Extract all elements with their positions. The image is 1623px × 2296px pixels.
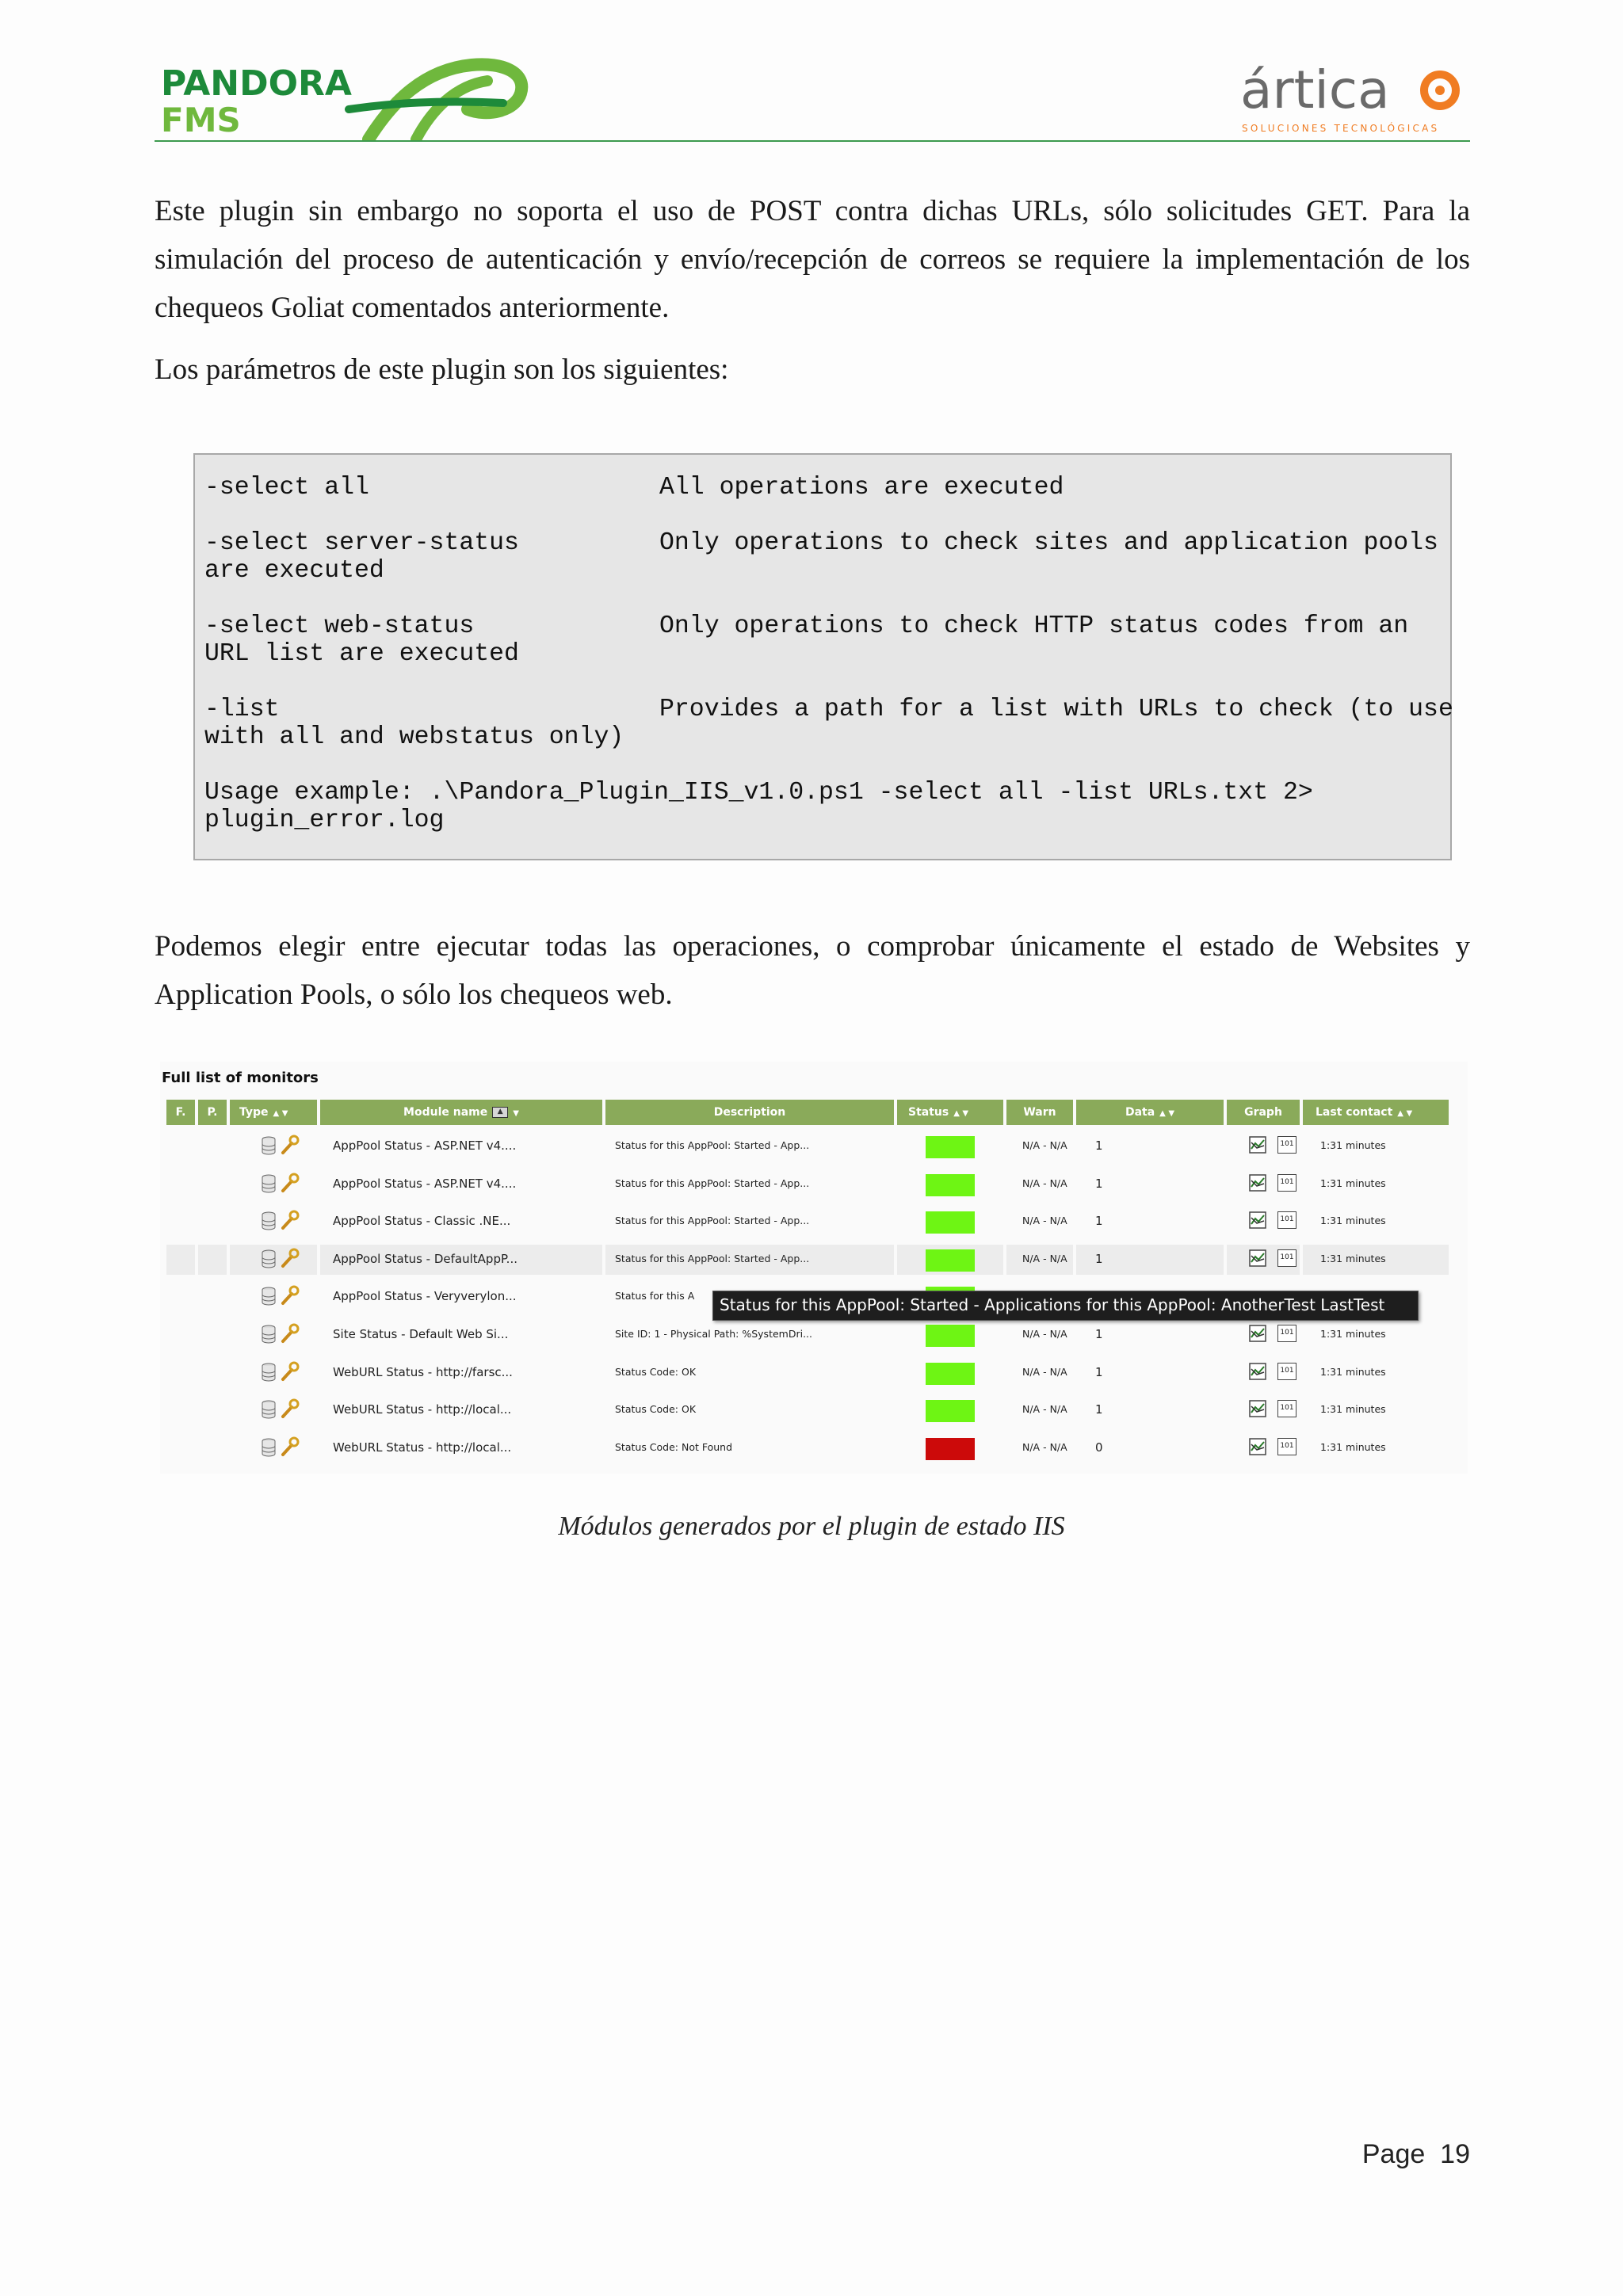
code-continuation: URL list are executed <box>204 640 519 668</box>
col-module-name[interactable]: Module name ▲ ▼ <box>320 1100 602 1125</box>
code-flag: -list <box>204 696 280 723</box>
code-description: Provides a path for a list with URLs to check (to use <box>659 696 1453 723</box>
logo-artica-word: ártica <box>1240 59 1390 120</box>
last-contact: 1:31 minutes <box>1320 1328 1386 1340</box>
code-flag: -select web-status <box>204 612 475 640</box>
last-contact: 1:31 minutes <box>1320 1177 1386 1189</box>
wrench-icon[interactable] <box>281 1135 300 1155</box>
raw-data-icon[interactable]: 101 <box>1277 1400 1296 1417</box>
wrench-icon[interactable] <box>281 1285 300 1306</box>
monitors-screenshot <box>160 1062 1468 1474</box>
database-icon <box>262 1136 276 1155</box>
module-description: Status for this AppPool: Started - App... <box>615 1252 810 1264</box>
wrench-icon[interactable] <box>281 1361 300 1382</box>
database-icon <box>262 1211 276 1230</box>
module-name[interactable]: AppPool Status - DefaultAppP... <box>333 1251 517 1266</box>
module-name[interactable]: Site Status - Default Web Si... <box>333 1327 509 1341</box>
body-paragraph-2: Los parámetros de este plugin son los siguientes: <box>155 353 729 386</box>
database-icon <box>262 1249 276 1268</box>
page-number-value: 19 <box>1440 2139 1470 2169</box>
data-value: 1 <box>1095 1251 1103 1266</box>
raw-data-icon[interactable]: 101 <box>1277 1174 1296 1192</box>
raw-data-icon[interactable]: 101 <box>1277 1136 1296 1154</box>
database-icon <box>262 1287 276 1306</box>
sort-arrows-icon: ▲ ▼ <box>953 1109 969 1118</box>
table-row[interactable] <box>166 1128 1466 1163</box>
col-last-contact[interactable]: Last contact ▲ ▼ <box>1303 1100 1449 1125</box>
code-flag: -select all <box>204 474 369 502</box>
graph-icon[interactable] <box>1249 1136 1266 1154</box>
warn-threshold: N/A - N/A <box>1022 1215 1067 1227</box>
module-name[interactable]: AppPool Status - Classic .NE... <box>333 1214 511 1229</box>
graph-icon[interactable] <box>1249 1438 1266 1455</box>
table-row[interactable] <box>166 1430 1466 1465</box>
module-name[interactable]: WebURL Status - http://local... <box>333 1402 512 1417</box>
page-number <box>1362 2139 1470 2170</box>
last-contact: 1:31 minutes <box>1320 1440 1386 1453</box>
module-name[interactable]: AppPool Status - ASP.NET v4.... <box>333 1176 517 1191</box>
body-paragraph-3: Podemos elegir entre ejecutar todas las operaciones, o comprobar únicamente el estado de Websites y Application Pools, o sólo los chequeos web. <box>155 930 1470 1011</box>
artica-logo <box>1240 59 1470 138</box>
status-indicator <box>926 1174 975 1196</box>
monitors-list-title: Full list of monitors <box>162 1070 319 1086</box>
last-contact: 1:31 minutes <box>1320 1139 1386 1151</box>
col-description[interactable]: Description <box>605 1100 894 1125</box>
code-flag: -select server-status <box>204 529 519 557</box>
database-icon <box>262 1363 276 1382</box>
module-name[interactable]: AppPool Status - ASP.NET v4.... <box>333 1138 517 1153</box>
last-contact: 1:31 minutes <box>1320 1365 1386 1378</box>
logo-pandora-word: PANDORA <box>161 63 352 104</box>
table-row[interactable] <box>166 1166 1466 1201</box>
usage-line-1: Usage example: .\Pandora_Plugin_IIS_v1.0.ps1 -select all -list URLs.txt 2> <box>204 779 1313 807</box>
table-row[interactable] <box>166 1355 1466 1390</box>
page-header <box>155 48 1470 141</box>
warn-threshold: N/A - N/A <box>1022 1252 1067 1264</box>
module-description: Status for this A <box>615 1290 695 1302</box>
body-paragraph-1: Este plugin sin embargo no soporta el uso de POST contra dichas URLs, sólo solicitudes GET. Para la simulación del proceso de autenticación y envío/recepción de correos se requiere la implementación de los chequeos Goliat comentados anteriormente. <box>155 195 1470 324</box>
module-description: Status Code: OK <box>615 1403 697 1416</box>
module-description: Site ID: 1 - Physical Path: %SystemDri... <box>615 1328 812 1340</box>
graph-icon[interactable] <box>1249 1211 1266 1229</box>
module-description: Status for this AppPool: Started - App... <box>615 1139 810 1151</box>
raw-data-icon[interactable]: 101 <box>1277 1249 1296 1267</box>
status-indicator <box>926 1325 975 1347</box>
usage-line-2: plugin_error.log <box>204 807 445 834</box>
description-tooltip: Status for this AppPool: Started - Applications for this AppPool: AnotherTest LastTest <box>712 1291 1419 1321</box>
database-icon <box>262 1400 276 1419</box>
code-continuation: are executed <box>204 557 384 585</box>
database-icon <box>262 1325 276 1344</box>
wrench-icon[interactable] <box>281 1173 300 1193</box>
table-row[interactable] <box>166 1241 1466 1276</box>
table-row[interactable] <box>166 1392 1466 1427</box>
col-data[interactable]: Data ▲ ▼ <box>1076 1100 1224 1125</box>
data-value: 1 <box>1095 1214 1103 1229</box>
status-indicator <box>926 1438 975 1460</box>
logo-fms-word: FMS <box>161 101 241 139</box>
figure-caption: Módulos generados por el plugin de estado IIS <box>558 1512 1065 1541</box>
status-indicator <box>926 1136 975 1158</box>
database-icon <box>262 1174 276 1193</box>
sort-arrows-icon: ▲ ▼ <box>1397 1109 1413 1118</box>
sort-down-icon: ▼ <box>513 1109 519 1118</box>
wrench-icon[interactable] <box>281 1210 300 1230</box>
graph-icon[interactable] <box>1249 1249 1266 1267</box>
warn-threshold: N/A - N/A <box>1022 1403 1067 1416</box>
last-contact: 1:31 minutes <box>1320 1252 1386 1264</box>
table-row[interactable] <box>166 1203 1466 1238</box>
data-value: 1 <box>1095 1176 1103 1191</box>
graph-icon[interactable] <box>1249 1400 1266 1417</box>
header-divider <box>155 140 1470 142</box>
page-label: Page <box>1361 2139 1426 2169</box>
module-description: Status Code: OK <box>615 1365 697 1378</box>
warn-threshold: N/A - N/A <box>1022 1177 1067 1189</box>
raw-data-icon[interactable]: 101 <box>1277 1325 1296 1342</box>
monitors-table-header <box>166 1100 1466 1125</box>
database-icon <box>262 1438 276 1457</box>
module-description: Status Code: Not Found <box>615 1440 733 1453</box>
sort-arrows-icon: ▲ ▼ <box>1159 1109 1175 1118</box>
col-warn[interactable]: Warn <box>1006 1100 1073 1125</box>
module-name[interactable]: AppPool Status - Veryverylon... <box>333 1289 517 1304</box>
pandora-fms-logo <box>155 54 535 141</box>
code-description: Only operations to check HTTP status codes from an <box>659 612 1409 640</box>
data-value: 1 <box>1095 1138 1103 1153</box>
warn-threshold: N/A - N/A <box>1022 1440 1067 1453</box>
parameters-code-block <box>193 453 1452 860</box>
raw-data-icon[interactable]: 101 <box>1277 1438 1296 1455</box>
col-p[interactable]: P. <box>198 1100 227 1125</box>
code-description: Only operations to check sites and application pools <box>659 529 1438 557</box>
last-contact: 1:31 minutes <box>1320 1215 1386 1227</box>
wrench-icon[interactable] <box>281 1436 300 1457</box>
col-type[interactable]: Type ▲ ▼ <box>230 1100 317 1125</box>
data-value: 1 <box>1095 1364 1103 1379</box>
logo-artica-tagline: SOLUCIONES TECNOLÓGICAS <box>1242 123 1440 134</box>
wrench-icon[interactable] <box>281 1398 300 1419</box>
module-description: Status for this AppPool: Started - App... <box>615 1177 810 1189</box>
graph-icon[interactable] <box>1249 1174 1266 1192</box>
warn-threshold: N/A - N/A <box>1022 1139 1067 1151</box>
raw-data-icon[interactable]: 101 <box>1277 1211 1296 1229</box>
data-value: 1 <box>1095 1327 1103 1341</box>
module-description: Status for this AppPool: Started - App... <box>615 1215 810 1227</box>
warn-threshold: N/A - N/A <box>1022 1365 1067 1378</box>
col-graph[interactable]: Graph <box>1227 1100 1300 1125</box>
last-contact: 1:31 minutes <box>1320 1403 1386 1416</box>
code-continuation: with all and webstatus only) <box>204 723 624 751</box>
module-name[interactable]: WebURL Status - http://farsc... <box>333 1364 513 1379</box>
col-status[interactable]: Status ▲ ▼ <box>897 1100 1003 1125</box>
status-indicator <box>926 1211 975 1234</box>
raw-data-icon[interactable]: 101 <box>1277 1363 1296 1380</box>
status-indicator <box>926 1363 975 1385</box>
module-name[interactable]: WebURL Status - http://local... <box>333 1440 512 1455</box>
data-value: 1 <box>1095 1402 1103 1417</box>
data-value: 0 <box>1095 1440 1103 1455</box>
sort-active-icon: ▲ <box>492 1107 508 1118</box>
status-indicator <box>926 1249 975 1272</box>
wrench-icon[interactable] <box>281 1248 300 1268</box>
status-indicator <box>926 1400 975 1422</box>
wrench-icon[interactable] <box>281 1323 300 1344</box>
col-f[interactable]: F. <box>166 1100 195 1125</box>
sort-arrows-icon: ▲ ▼ <box>273 1109 288 1118</box>
table-row[interactable] <box>166 1317 1466 1352</box>
graph-icon[interactable] <box>1249 1363 1266 1380</box>
graph-icon[interactable] <box>1249 1325 1266 1342</box>
code-description: All operations are executed <box>659 474 1064 502</box>
warn-threshold: N/A - N/A <box>1022 1328 1067 1340</box>
